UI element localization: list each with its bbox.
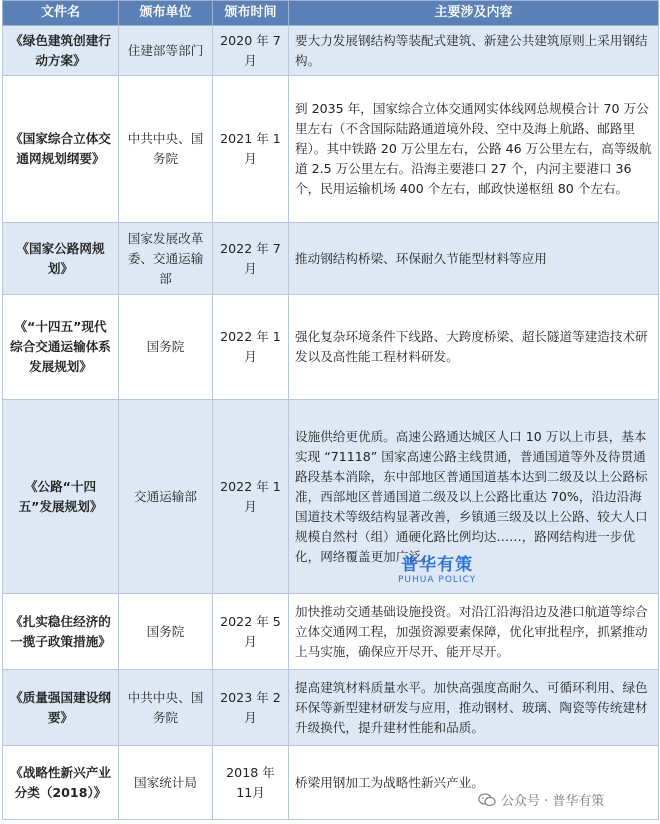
header-time: 颁布时间	[213, 1, 289, 26]
issue-date: 2023 年 2月	[213, 670, 289, 746]
document-name: 《战略性新兴产业分类（2018）》	[3, 746, 119, 820]
issue-date: 2022 年 7月	[213, 223, 289, 295]
table-row	[3, 295, 659, 400]
issuing-dept: 住建部等部门	[119, 26, 213, 76]
table-row	[3, 594, 659, 670]
issue-date: 2022 年 1月	[213, 400, 289, 594]
policy-table	[2, 0, 659, 820]
watermark-subtitle: PUHUA POLICY	[398, 575, 477, 585]
document-name: 《国家公路网规划》	[3, 223, 119, 295]
header-dept: 颁布单位	[119, 1, 213, 26]
issue-date: 2021 年 1月	[213, 76, 289, 223]
issue-date: 2022 年 1月	[213, 295, 289, 400]
table-row	[3, 400, 659, 594]
issuing-dept: 中共中央、国务院	[119, 76, 213, 223]
document-name: 《绿色建筑创建行动方案》	[3, 26, 119, 76]
main-content: 推动钢结构桥梁、环保耐久节能型材料等应用	[289, 223, 659, 295]
wechat-icon	[478, 793, 496, 807]
issue-date: 2020 年 7月	[213, 26, 289, 76]
issuing-dept: 国家统计局	[119, 746, 213, 820]
issuing-dept: 中共中央、国务院	[119, 670, 213, 746]
main-content: 要大力发展钢结构等装配式建筑、新建公共建筑原则上采用钢结构。	[289, 26, 659, 76]
table-row	[3, 670, 659, 746]
header-content: 主要涉及内容	[289, 1, 659, 26]
main-content: 桥梁用钢加工为战略性新兴产业。	[289, 746, 659, 820]
issuing-dept: 国务院	[119, 295, 213, 400]
document-name: 《公路“十四五”发展规划》	[3, 400, 119, 594]
header-name: 文件名	[3, 1, 119, 26]
source-label: 公众号 · 普华有策	[501, 794, 605, 809]
main-content: 提高建筑材料质量水平。加快高强度高耐久、可循环利用、绿色环保等新型建材研发与应用，推动钢材、玻璃、陶瓷等传统建材升级换代，提升建材性能和品质。	[289, 670, 659, 746]
table-header-row	[3, 1, 659, 26]
source-tag	[478, 790, 604, 809]
issuing-dept: 交通运输部	[119, 400, 213, 594]
issuing-dept: 国家发展改革委、交通运输部	[119, 223, 213, 295]
main-content: 设施供给更优质。高速公路通达城区人口 10 万以上市县，基本实现 “71118” 国家高速公路主线贯通，普通国道等外及待贯通路段基本消除，东中部地区普通国道基本达到二级及以上公路标准，西部地区普通国道二级及以上公路比重达 70%，沿边沿海国道技术等级结构显著改善，乡镇通三级及以上公路、较大人口规模自然村（组）通硬化路比例均达……，路网结构进一步优化，网络覆盖更加广泛。	[289, 400, 659, 594]
document-name: 《质量强国建设纲要》	[3, 670, 119, 746]
issuing-dept: 国务院	[119, 594, 213, 670]
issue-date: 2018 年 11月	[213, 746, 289, 820]
document-name: 《扎实稳住经济的一揽子政策措施》	[3, 594, 119, 670]
document-name: 《“十四五”现代综合交通运输体系发展规划》	[3, 295, 119, 400]
issue-date: 2022 年 5月	[213, 594, 289, 670]
table-row	[3, 76, 659, 223]
main-content: 强化复杂环境条件下线路、大跨度桥梁、超长隧道等建造技术研发以及高性能工程材料研发。	[289, 295, 659, 400]
watermark	[398, 550, 476, 585]
table-row	[3, 26, 659, 76]
main-content: 加快推动交通基础设施投资。对沿江沿海沿边及港口航道等综合立体交通网工程，加强资源要素保障，优化审批程序，抓紧推动上马实施，确保应开尽开、能开尽开。	[289, 594, 659, 670]
main-content: 到 2035 年，国家综合立体交通网实体线网总规模合计 70 万公里左右（不含国际陆路通道境外段、空中及海上航路、邮路里程）。其中铁路 20 万公里左右，公路 46 万公里左右，高等级航道 2.5 万公里左右。沿海主要港口 27 个，内河主要港口 36 个，民用运输机场 400 个左右，邮政快递枢纽 80 个左右。	[289, 76, 659, 223]
table-row	[3, 223, 659, 295]
watermark-logo: 普华有策	[401, 555, 474, 575]
document-name: 《国家综合立体交通网规划纲要》	[3, 76, 119, 223]
